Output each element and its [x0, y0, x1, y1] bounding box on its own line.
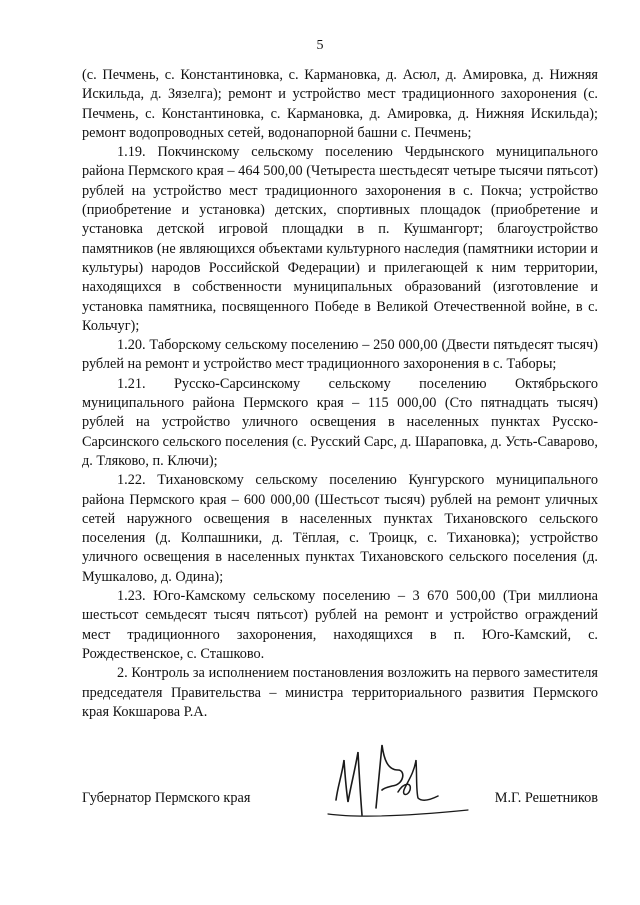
paragraph-continuation: (с. Печмень, с. Константиновка, с. Кармановка, д. Асюл, д. Амировка, д. Нижняя Искильда, д. Зязелга); ремонт и устройство мест традиционного захоронения (с. Печмень, с. Константиновка, с. Кармановка, д. Амировка, д. Нижняя Искильда); ремонт водопроводных сетей, водонапорной башни с. Печмень; — [82, 67, 598, 141]
document-body — [82, 66, 598, 722]
signatory-name: М.Г. Решетников — [494, 790, 598, 806]
paragraph-1-22: 1.22. Тихановскому сельскому поселению Кунгурского муниципального района Пермского края – 600 000,00 (Шестьсот тысяч) рублей на ремонт уличных сетей наружного освещения в населенных пунктах Тихановского сельского поселения (д. Колпашники, д. Тёплая, с. Троицк, с. Тихановка); устройство уличного освещения в населенных пунктах Тихановского сельского поселения (д. Мушкалово, д. Одина); — [82, 472, 598, 585]
paragraph-1-19: 1.19. Покчинскому сельскому поселению Чердынского муниципального района Пермского края – 464 500,00 (Четыреста шестьдесят четыре тысячи пятьсот) рублей на устройство мест традиционного захоронения в с. Покча; устройство (приобретение и установка) детских, спортивных площадок (приобретение и установка детской игровой площадки в п. Кушмангорт; благоустройство памятников (не являющихся объектами культурного наследия (памятники истории и культуры) народов Российской Федерации) и прилегающей к ним территории, находящихся в собственности муниципальных образований (изготовление и установка памятника, посвященного Победе в Великой Отечественной войне, в с. Кольчуг); — [82, 144, 598, 334]
paragraph-1-23: 1.23. Юго-Камскому сельскому поселению – 3 670 500,00 (Три миллиона шестьсот семьдесят тысяч пятьсот) рублей на ремонт и устройство ограждений мест традиционного захоронения, находящихся в п. Юго-Камский, с. Рождественское, с. Сташково. — [82, 588, 598, 662]
page-number: 5 — [316, 38, 324, 53]
handwritten-signature — [318, 730, 478, 830]
paragraph-1-20: 1.20. Таборскому сельскому поселению – 250 000,00 (Двести пятьдесят тысяч) рублей на ремонт и устройство мест традиционного захоронения в с. Таборы; — [82, 337, 598, 373]
paragraph-2: 2. Контроль за исполнением постановления возложить на первого заместителя председателя Правительства – министра территориального развития Пермского края Кокшарова Р.А. — [82, 665, 598, 720]
paragraph-1-21: 1.21. Русско-Сарсинскому сельскому поселению Октябрьского муниципального района Пермского края – 115 000,00 (Сто пятнадцать тысяч) рублей на устройство уличного освещения в населенных пунктах Русско-Сарсинского сельского поселения (с. Русский Сарс, д. Шараповка, д. Усть-Саварово, д. Тляково, п. Ключи); — [82, 375, 598, 469]
signatory-title: Губернатор Пермского края — [82, 790, 251, 806]
signature-block — [82, 790, 598, 812]
